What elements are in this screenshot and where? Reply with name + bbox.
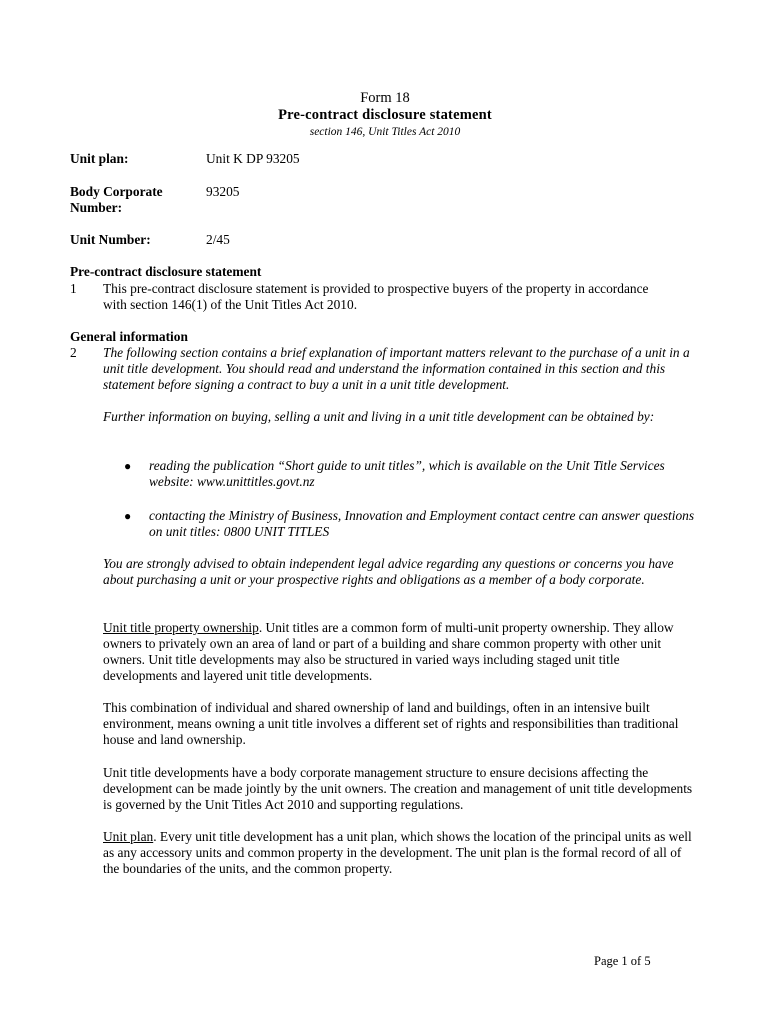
unit-plan-heading: Unit plan [103,829,154,844]
section-2-heading: General information [70,329,188,344]
page-number: Page 1 of 5 [594,954,651,968]
unit-number-value: 2/45 [206,232,230,247]
unit-plan-value: Unit K DP 93205 [206,151,300,166]
section-2-number: 2 [70,345,77,360]
unit-number-label: Unit Number: [70,232,151,247]
bullet-2-icon: ● [124,509,132,523]
ownership-text: . Unit titles are a common form of multi-unit property ownership. They allow owners to privately own an area of land or part of a building and share common property with other unit owners. Unit title developments may also be structured in varied ways including staged unit title developments and layered unit title developments. [103,620,674,683]
ownership-paragraph [103,620,683,684]
combination-paragraph: This combination of individual and shared ownership of land and buildings, often in an intensive built environment, means owning a unit title involves a different set of rights and responsibilities than traditional house and land ownership. [103,700,679,747]
bullet-1-icon: ● [124,459,132,473]
section-1-number: 1 [70,281,77,296]
unit-plan-paragraph [103,829,693,877]
form-title: Pre-contract disclosure statement [278,107,492,123]
body-corporate-value: 93205 [206,184,240,199]
section-1-heading: Pre-contract disclosure statement [70,264,262,279]
form-number: Form 18 [360,90,410,106]
ownership-heading: Unit title property ownership [103,620,259,635]
unit-plan-text: . Every unit title development has a unit plan, which shows the location of the principal units as well as any accessory units and common property in the development. The unit plan is the formal record of all of the boundaries of the units, and the common property. [103,829,692,876]
form-subtitle: section 146, Unit Titles Act 2010 [309,126,461,138]
bullet-1-text: reading the publication “Short guide to unit titles”, which is available on the Unit Title Services website: www.unittitles.govt.nz [149,458,665,489]
section-2-intro: The following section contains a brief explanation of important matters relevant to the purchase of a unit in a unit title development. You should read and understand the information contained in this section and this statement before signing a contract to buy a unit in a unit title development. [103,345,690,392]
bullet-2-text: contacting the Ministry of Business, Innovation and Employment contact centre can answer questions on unit titles: 0800 UNIT TITLES [149,508,695,539]
unit-plan-label: Unit plan: [70,151,129,166]
section-1-text: This pre-contract disclosure statement is provided to prospective buyers of the property in accordance with section 146(1) of the Unit Titles Act 2010. [103,281,649,312]
legal-advice-text: You are strongly advised to obtain independent legal advice regarding any questions or concerns you have about purchasing a unit or your prospective rights and obligations as a member of a body corporate. [103,556,674,587]
further-info-text: Further information on buying, selling a unit and living in a unit title development can be obtained by: [103,409,655,424]
management-paragraph: Unit title developments have a body corporate management structure to ensure decisions affecting the development can be made jointly by the unit owners. The creation and management of unit title developments is governed by the Unit Titles Act 2010 and supporting regulations. [103,765,693,812]
body-corporate-label: Body Corporate Number: [70,184,163,215]
